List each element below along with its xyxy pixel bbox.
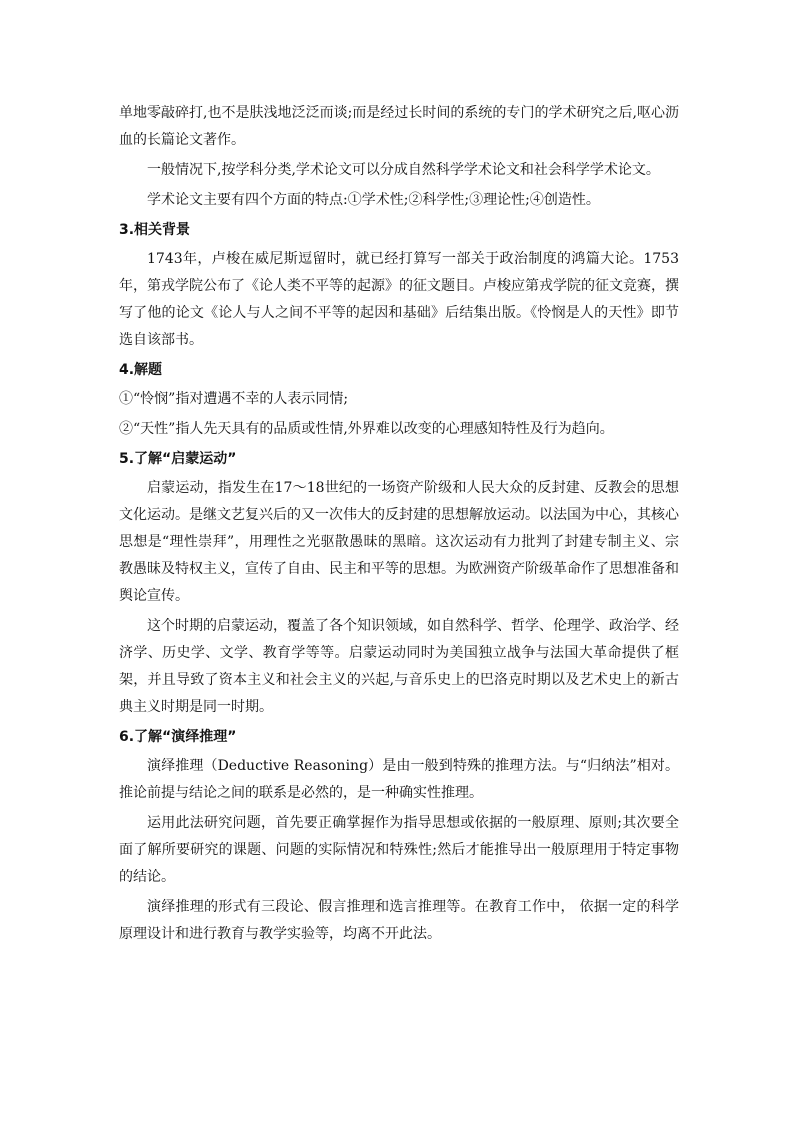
enlightenment-paragraph-1: 启蒙运动，指发生在17～18世纪的一场资产阶级和人民大众的反封建、反教会的思想文化运动。是继文艺复兴后的又一次伟大的反封建的思想解放运动。以法国为中心，其核心思想是“理性崇拜”，用理性之光驱散愚昧的黑暗。这次运动有力批判了封建专制主义、宗教愚昧及特权主义，宣传了自由、民主和平等的思想。为欧洲资产阶级革命作了思想准备和舆论宣传。 — [119, 480, 679, 604]
deduction-paragraph-2: 运用此法研究问题，首先要正确掌握作为指导思想或依据的一般原理、原则;其次要全面了解所要研究的课题、问题的实际情况和特殊性;然后才能推导出一般原理用于特定事物的结论。 — [119, 815, 679, 885]
section-heading-title-explanation: 4.解题 — [119, 362, 163, 378]
section-heading-background: 3.相关背景 — [119, 222, 191, 238]
section-heading-deduction: 6.了解“演绎推理” — [119, 729, 237, 745]
features-paragraph: 学术论文主要有四个方面的特点:①学术性;②科学性;③理论性;④创造性。 — [147, 192, 600, 208]
enlightenment-paragraph-2: 这个时期的启蒙运动，覆盖了各个知识领域，如自然科学、哲学、伦理学、政治学、经济学、历史学、文学、教育学等等。启蒙运动同时为美国独立战争与法国大革命提供了框架，并且导致了资本主义和社会主义的兴起,与音乐史上的巴洛克时期以及艺术史上的新古典主义时期是同一时期。 — [119, 618, 679, 715]
document-page — [119, 100, 679, 948]
continued-paragraph: 单地零敲碎打,也不是肤浅地泛泛而谈;而是经过长时间的系统的专门的学术研究之后,呕心沥血的长篇论文著作。 — [119, 105, 679, 148]
explanation-item-nature: ②“天性”指人先天具有的品质或性情,外界难以改变的心理感知特性及行为趋向。 — [119, 421, 614, 437]
background-paragraph: 1743年，卢梭在威尼斯逗留时，就已经打算写一部关于政治制度的鸿篇大论。1753年，第戎学院公布了《论人类不平等的起源》的征文题目。卢梭应第戎学院的征文竞赛，撰写了他的论文《论人与人之间不平等的起因和基础》后结集出版。《怜悯是人的天性》即节选自该部书。 — [119, 251, 679, 348]
section-heading-enlightenment: 5.了解“启蒙运动” — [119, 451, 237, 467]
explanation-item-pity: ①“怜悯”指对遭遇不幸的人表示同情; — [119, 391, 349, 407]
deduction-paragraph-3: 演绎推理的形式有三段论、假言推理和选言推理等。在教育工作中， 依据一定的科学原理设计和进行教育与教学实验等，均离不开此法。 — [119, 899, 679, 942]
classification-paragraph: 一般情况下,按学科分类,学术论文可以分成自然科学学术论文和社会科学学术论文。 — [147, 162, 660, 178]
deduction-paragraph-1: 演绎推理（Deductive Reasoning）是由一般到特殊的推理方法。与“归纳法”相对。推论前提与结论之间的联系是必然的，是一种确实性推理。 — [119, 758, 679, 801]
